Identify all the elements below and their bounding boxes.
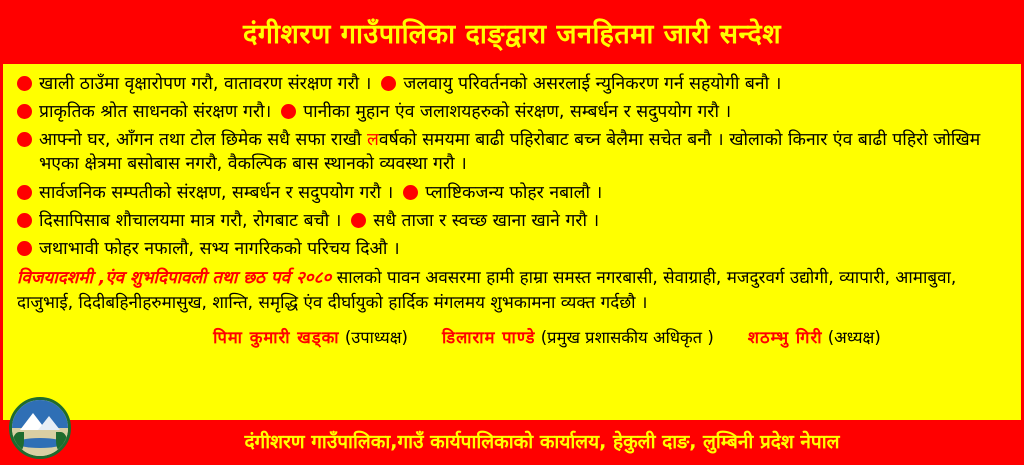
signatory-name: पिमा कुमारी खड्का (213, 328, 340, 348)
municipality-emblem-icon (9, 397, 71, 459)
list-item (17, 128, 1007, 176)
red-bullet-icon (17, 241, 32, 256)
office-address: दंगीशरण गाउँपालिका,गाउँ कार्यपालिकाको कार्यालय, हेकुली दाङ, लुम्बिनी प्रदेश नेपाल (244, 431, 840, 453)
page-title: दंगीशरण गाउँपालिका दाङ्द्वारा जनहितमा जारी सन्देश (242, 18, 782, 50)
message-segment (17, 100, 271, 124)
list-item (17, 100, 1007, 124)
message-text: सधै ताजा र स्वच्छ खाना खाने गरौ । (373, 210, 600, 231)
message-segment (17, 237, 400, 261)
list-item (17, 237, 1007, 261)
list-item (17, 209, 1007, 233)
red-bullet-icon (17, 132, 32, 147)
emblem-mountain-icon (38, 416, 60, 430)
signatory-name: शठम्भु गिरी (747, 328, 823, 348)
message-text: वर्षको समयमा बाढी पहिरोबाट बच्न बेलैमा सचेत बनौ । खोलाको किनार एंव बाढी पहिरो जोखिम भएका क्षेत्रमा बसोबास नगरौ, वैकल्पिक बास स्थानको व्यवस्था गरौ । (39, 130, 981, 175)
red-bullet-icon (17, 213, 32, 228)
red-bullet-icon (403, 185, 418, 200)
message-text: जलवायु परिवर्तनको असरलाई न्युनिकरण गर्न सहयोगी बनौ । (403, 74, 782, 94)
signatory-role: (प्रमुख प्रशासकीय अधिकृत ) (540, 328, 714, 348)
red-bullet-icon (351, 213, 366, 228)
red-bullet-icon (17, 104, 32, 119)
red-bullet-icon (17, 76, 32, 91)
poster-header (3, 3, 1021, 64)
signatory-name: डिलाराम पाण्डे (441, 328, 536, 348)
message-text: जथाभावी फोहर नफालौ, सभ्य नागरिकको परिचय दिऔ । (39, 238, 400, 259)
message-segment (351, 209, 599, 233)
message-text: दिसापिसाब शौचालयमा मात्र गरौ, रोगबाट बचौ । (39, 210, 342, 231)
message-text: सार्वजनिक सम्पतीको संरक्षण, सम्बर्धन र सदुपयोेग गरौ । (39, 182, 394, 203)
message-list (3, 64, 1021, 348)
message-text: खाली ठाउँमा वृक्षारोपण गरौ, वातावरण संरक्षण गरौ । (39, 74, 372, 94)
red-bullet-icon (381, 76, 396, 91)
list-item (17, 72, 1007, 96)
message-text: प्लाष्टिकजन्य फोहर नबालौ । (425, 182, 603, 203)
signatory (213, 325, 408, 348)
poster-footer (3, 420, 1021, 462)
message-segment (17, 72, 371, 96)
red-bullet-icon (281, 104, 296, 119)
message-text: प्राकृतिक श्रोत साधनको संरक्षण गरौ। (39, 102, 272, 123)
message-segment (281, 100, 731, 124)
message-text-rich (39, 128, 1007, 176)
greeting-rest: सालको पावन अवसरमा हामी हाम्रा समस्त नगरबासी, सेवाग्राही, मजदुरवर्ग उद्योगी, व्यापारी, आमाबुवा, दाजुभाई, दिदीबहिनीहरुमासुख, शान्ति, समृद्धि एंव दीर्घायुको हार्दिक मंगलमय शुभकामना व्यक्त गर्दछौ । (17, 267, 957, 313)
greeting-paragraph (17, 266, 1007, 315)
message-segment (381, 72, 781, 96)
signatories (17, 325, 1007, 348)
message-text: आफ्नो घर, आँगन तथा टोल छिमेक सधै सफा राखौ (39, 130, 368, 151)
highlighted-word: ल (367, 130, 379, 151)
red-bullet-icon (17, 185, 32, 200)
message-segment (17, 181, 393, 205)
signatory (748, 325, 881, 348)
list-item (17, 181, 1007, 205)
message-text: पानीका मुहान एंव जलाशयहरुको संरक्षण, सम्बर्धन र सदुपयोग गरौ । (303, 102, 732, 123)
signatory-role: (अध्यक्ष) (827, 328, 881, 348)
message-segment (17, 209, 341, 233)
signatory-role: (उपाध्यक्ष) (344, 328, 408, 348)
greeting-highlight: विजयादशमी ,एंव शुभदिपावली तथा छठ पर्व २०८० (17, 267, 332, 288)
message-segment (403, 181, 602, 205)
signatory (442, 325, 714, 348)
